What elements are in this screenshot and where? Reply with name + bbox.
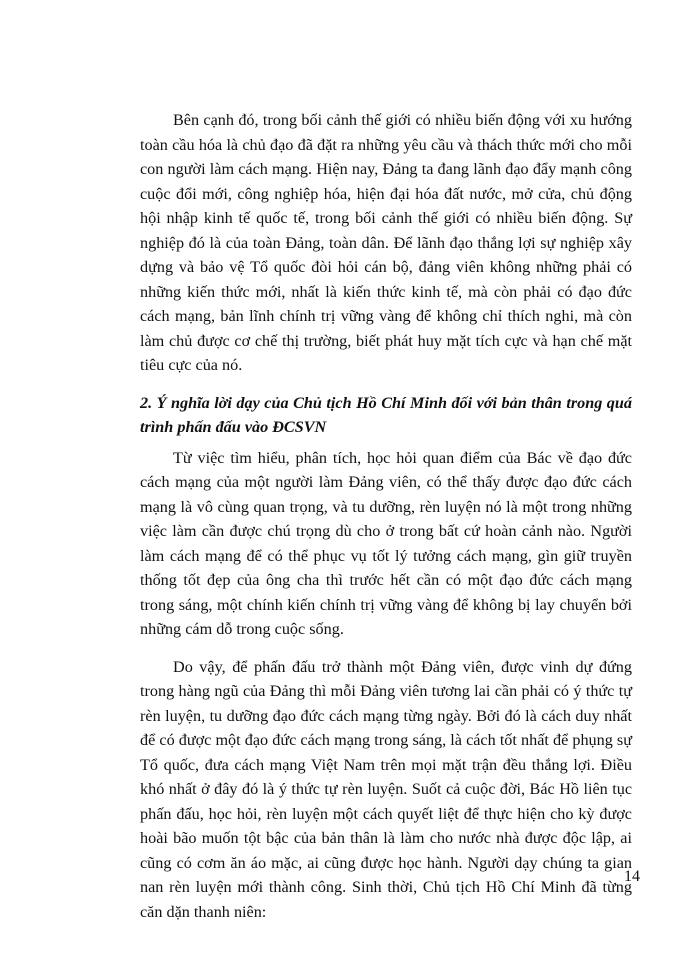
paragraph-context: Bên cạnh đó, trong bối cảnh thế giới có nhiều biến động với xu hướng toàn cầu hóa là chủ đạo đã đặt ra những yêu cầu và thách thức mới cho mỗi con người làm cách mạng. Hiện nay, Đảng ta đang lãnh đạo đẩy mạnh công cuộc đổi mới, công nghiệp hóa, hiện đại hóa đất nước, mở cửa, chủ động hội nhập kinh tế quốc tế, trong bối cảnh thế giới có nhiều biến động. Sự nghiệp đó là của toàn Đảng, toàn dân. Để lãnh đạo thắng lợi sự nghiệp xây dựng và bảo vệ Tổ quốc đòi hỏi cán bộ, đảng viên không những phải có những kiến thức mới, nhất là kiến thức kinh tế, mà còn phải có đạo đức cách mạng, bản lĩnh chính trị vững vàng để không chỉ thích nghi, mà còn làm chủ được cơ chế thị trường, biết phát huy mặt tích cực và hạn chế mặt tiêu cực của nó. — [140, 111, 632, 374]
page-number: 14 — [624, 868, 640, 885]
paragraph-spacer — [140, 642, 632, 655]
paragraph-training: Do vậy, để phấn đấu trở thành một Đảng viên, được vinh dự đứng trong hàng ngũ của Đảng thì mỗi Đảng viên tương lai cần phải có ý thức tự rèn luyện, tu dưỡng đạo đức cách mạng từng ngày. Bởi đó là cách duy nhất để có được một đạo đức cách mạng trong sáng, là cách tốt nhất để phụng sự Tổ quốc, đưa cách mạng Việt Nam trên mọi mặt trận đều thắng lợi. Điều khó nhất ở đây đó là ý thức tự rèn luyện. Suốt cả cuộc đời, Bác Hồ liên tục phấn đấu, học hỏi, rèn luyện một cách quyết liệt để thực hiện cho kỳ được hoài bão muốn tột bậc của bản thân là làm cho nước nhà được độc lập, ai cũng có cơm ăn áo mặc, ai cũng được học hành. Người dạy chúng ta gian nan rèn luyện mới thành công. Sinh thời, Chủ tịch Hồ Chí Minh đã từng căn dặn thanh niên: — [140, 657, 632, 921]
paragraph-meaning: Từ việc tìm hiểu, phân tích, học hỏi quan điểm của Bác về đạo đức cách mạng của một người làm Đảng viên, có thể thấy được đạo đức cách mạng là vô cùng quan trọng, và tu dưỡng, rèn luyện nó là một trong những việc làm cần được chú trọng dù cho ở trong bất cứ hoàn cảnh nào. Người làm cách mạng để có thể phục vụ tốt lý tưởng cách mạng, gìn giữ truyền thống tốt đẹp của ông cha thì trước hết cần có một đạo đức cách mạng trong sáng, một chính kiến chính trị vững vàng để không bị lay chuyển bởi những cám dỗ trong cuộc sống. — [140, 448, 632, 638]
paragraph-spacer — [140, 378, 632, 391]
section-heading: 2. Ý nghĩa lời dạy của Chủ tịch Hồ Chí Minh đối với bản thân trong quá trình phấn đấu vào ĐCSVN — [140, 393, 632, 436]
document-body — [140, 108, 632, 924]
